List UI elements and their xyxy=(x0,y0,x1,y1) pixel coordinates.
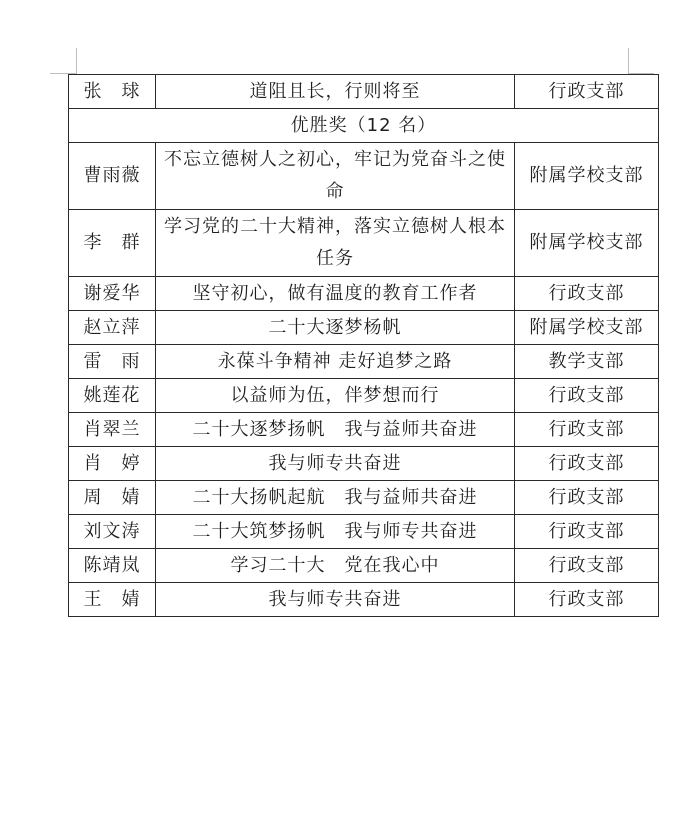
branch-cell: 行政支部 xyxy=(515,583,659,617)
branch-cell: 行政支部 xyxy=(515,379,659,413)
name-cell: 张 球 xyxy=(69,75,156,109)
table-row xyxy=(69,549,659,583)
title-cell: 二十大逐梦杨帆 xyxy=(156,311,515,345)
title-cell: 二十大逐梦扬帆 我与益师共奋进 xyxy=(156,413,515,447)
table-row xyxy=(69,277,659,311)
table-row xyxy=(69,210,659,277)
title-cell: 我与师专共奋进 xyxy=(156,583,515,617)
table-row xyxy=(69,413,659,447)
title-cell: 我与师专共奋进 xyxy=(156,447,515,481)
branch-cell: 行政支部 xyxy=(515,447,659,481)
table-row xyxy=(69,583,659,617)
name-cell: 雷 雨 xyxy=(69,345,156,379)
title-cell: 二十大扬帆起航 我与益师共奋进 xyxy=(156,481,515,515)
branch-cell: 附属学校支部 xyxy=(515,210,659,277)
name-cell: 周 婧 xyxy=(69,481,156,515)
table-row xyxy=(69,75,659,109)
branch-cell: 附属学校支部 xyxy=(515,311,659,345)
name-cell: 赵立萍 xyxy=(69,311,156,345)
name-cell: 陈靖岚 xyxy=(69,549,156,583)
branch-cell: 附属学校支部 xyxy=(515,143,659,210)
branch-cell: 行政支部 xyxy=(515,75,659,109)
section-heading: 优胜奖（12 名） xyxy=(69,109,659,143)
page-corner-mark-left xyxy=(76,48,77,74)
title-cell: 不忘立德树人之初心，牢记为党奋斗之使命 xyxy=(156,143,515,210)
title-cell: 二十大筑梦扬帆 我与师专共奋进 xyxy=(156,515,515,549)
table-row xyxy=(69,311,659,345)
name-cell: 王 婧 xyxy=(69,583,156,617)
name-cell: 肖 婷 xyxy=(69,447,156,481)
table-row xyxy=(69,345,659,379)
title-cell: 以益师为伍，伴梦想而行 xyxy=(156,379,515,413)
title-cell: 永葆斗争精神 走好追梦之路 xyxy=(156,345,515,379)
branch-cell: 行政支部 xyxy=(515,481,659,515)
award-table xyxy=(68,74,659,617)
name-cell: 曹雨薇 xyxy=(69,143,156,210)
branch-cell: 行政支部 xyxy=(515,277,659,311)
name-cell: 肖翠兰 xyxy=(69,413,156,447)
table-row xyxy=(69,447,659,481)
branch-cell: 教学支部 xyxy=(515,345,659,379)
title-cell: 道阻且长，行则将至 xyxy=(156,75,515,109)
table-row xyxy=(69,143,659,210)
name-cell: 姚莲花 xyxy=(69,379,156,413)
page-corner-mark-right xyxy=(628,48,629,74)
title-cell: 坚守初心，做有温度的教育工作者 xyxy=(156,277,515,311)
table-row xyxy=(69,379,659,413)
name-cell: 刘文涛 xyxy=(69,515,156,549)
title-cell: 学习党的二十大精神，落实立德树人根本任务 xyxy=(156,210,515,277)
branch-cell: 行政支部 xyxy=(515,515,659,549)
section-row xyxy=(69,109,659,143)
branch-cell: 行政支部 xyxy=(515,413,659,447)
table-row xyxy=(69,481,659,515)
name-cell: 谢爱华 xyxy=(69,277,156,311)
table-row xyxy=(69,515,659,549)
name-cell: 李 群 xyxy=(69,210,156,277)
branch-cell: 行政支部 xyxy=(515,549,659,583)
title-cell: 学习二十大 党在我心中 xyxy=(156,549,515,583)
